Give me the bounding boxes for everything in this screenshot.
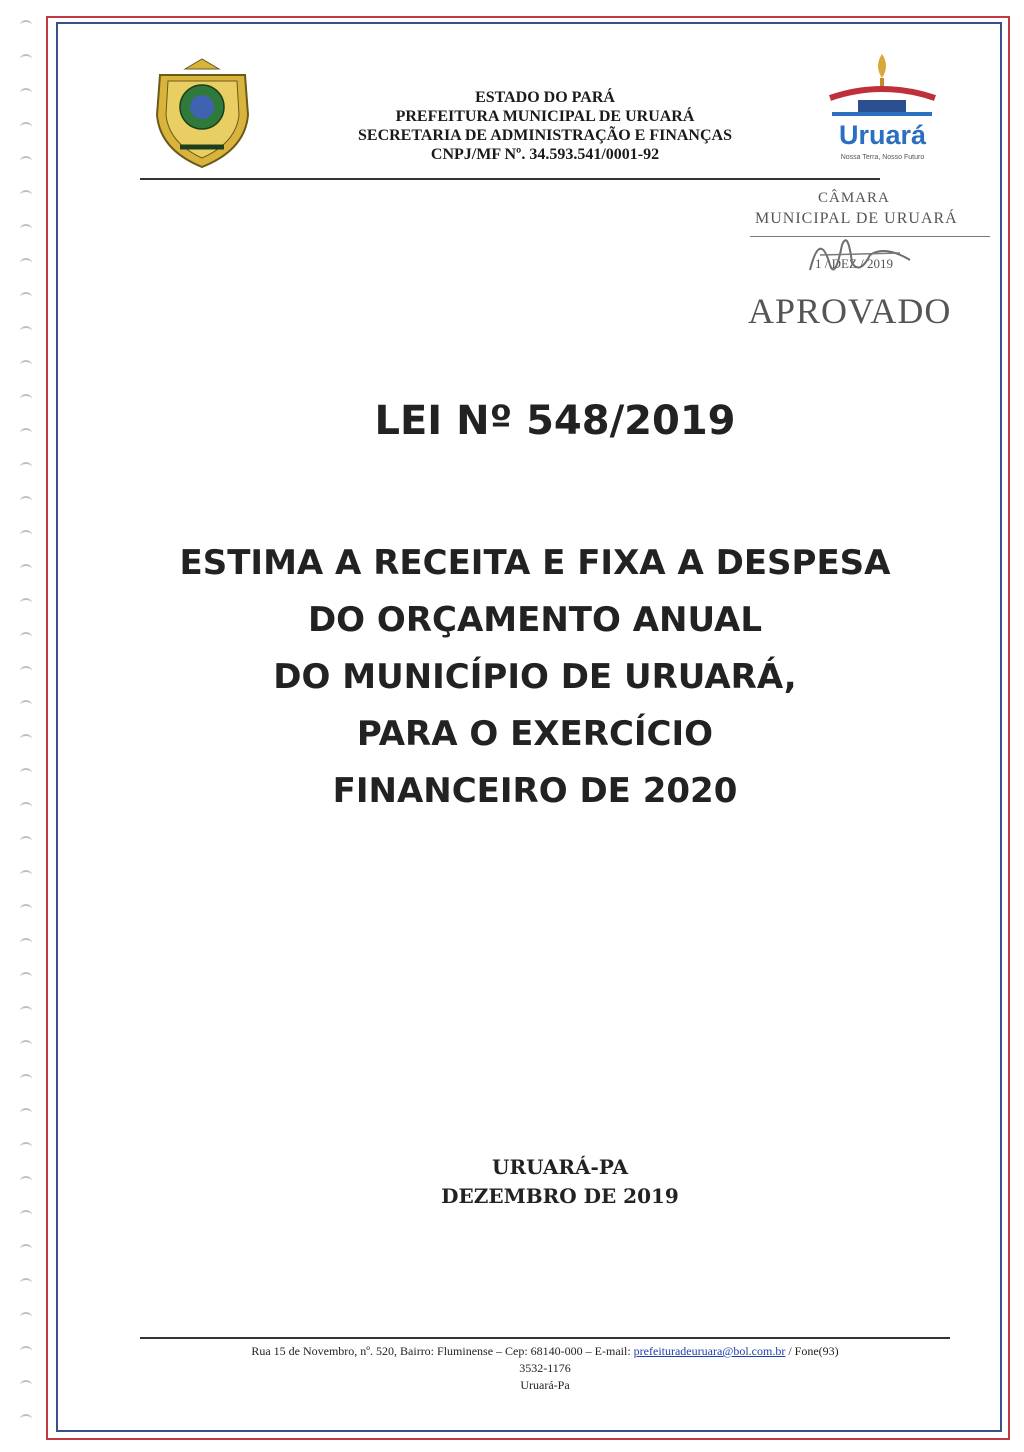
binding-hole [20,258,32,268]
stamp-approved-status: APROVADO [748,291,952,331]
header-divider [140,178,880,180]
binding-hole [20,1108,32,1118]
binding-hole [20,1176,32,1186]
binding-hole [20,462,32,472]
footer-divider [140,1337,950,1339]
binding-hole [20,1210,32,1220]
binding-hole [20,1278,32,1288]
logo-tagline: Nossa Terra, Nosso Futuro [840,154,925,161]
binding-hole [20,1346,32,1356]
binding-hole [20,88,32,98]
binding-hole [20,360,32,370]
binding-hole [20,190,32,200]
binding-hole [20,292,32,302]
uruara-logo-icon [820,50,945,120]
binding-hole [20,734,32,744]
binding-hole [20,496,32,506]
handwritten-signature-icon [790,225,920,285]
title-line: DO ORÇAMENTO ANUAL [307,600,763,640]
title-line: PARA O EXERCÍCIO [356,714,714,754]
binding-hole [20,1380,32,1390]
binding-hole [20,870,32,880]
binding-hole [20,972,32,982]
binding-hole [20,836,32,846]
binding-hole [20,1006,32,1016]
binding-hole [20,904,32,914]
binding-hole [20,530,32,540]
title-line: ESTIMA A RECEITA E FIXA A DESPESA [179,543,891,583]
binding-hole [20,1040,32,1050]
binding-hole [20,598,32,608]
stamp-municipality: MUNICIPAL DE URUARÁ [755,210,958,227]
binding-hole [20,224,32,234]
title-line: FINANCEIRO DE 2020 [332,771,738,811]
footer-city: Uruará-Pa [520,1378,570,1392]
stamp-chamber: CÂMARA [818,190,890,206]
issue-date: DEZEMBRO DE 2019 [441,1184,679,1208]
binding-hole [20,1414,32,1424]
footer-address: Rua 15 de Novembro, nº. 520, Bairro: Fluminense – Cep: 68140-000 – E-mail: [251,1344,631,1358]
header-prefecture: PREFEITURA MUNICIPAL DE URUARÁ [395,108,695,125]
binding-hole [20,768,32,778]
uruara-logo [820,50,945,170]
binding-hole [20,1142,32,1152]
binding-hole [20,632,32,642]
spiral-binding [20,20,36,1430]
law-number-heading: LEI Nº 548/2019 [374,398,736,444]
binding-hole [20,122,32,132]
place-and-date [360,1153,760,1211]
binding-hole [20,156,32,166]
logo-wordmark: Uruará [838,120,927,150]
binding-hole [20,1312,32,1322]
binding-hole [20,700,32,710]
footer-phone: 3532-1176 [519,1361,571,1375]
stamp-date: 1 / DEZ / 2019 [815,256,893,271]
binding-hole [20,326,32,336]
header-state: ESTADO DO PARÁ [475,89,615,106]
place: URUARÁ-PA [492,1155,628,1179]
header-secretariat: SECRETARIA DE ADMINISTRAÇÃO E FINANÇAS [358,127,732,144]
title-line: DO MUNICÍPIO DE URUARÁ, [273,657,797,697]
footer-address-line [140,1343,950,1360]
footer-email-link[interactable]: prefeituradeuruara@bol.com.br [633,1344,786,1358]
document-header [290,88,800,164]
municipal-seal-icon [150,55,255,170]
binding-hole [20,1244,32,1254]
header-cnpj: CNPJ/MF Nº. 34.593.541/0001-92 [430,146,660,163]
binding-hole [20,938,32,948]
binding-hole [20,802,32,812]
document-footer [140,1343,950,1394]
law-title [80,535,990,820]
binding-hole [20,1074,32,1084]
binding-hole [20,666,32,676]
binding-hole [20,564,32,574]
footer-phone-prefix: / Fone(93) [788,1344,839,1358]
binding-hole [20,20,32,30]
binding-hole [20,54,32,64]
